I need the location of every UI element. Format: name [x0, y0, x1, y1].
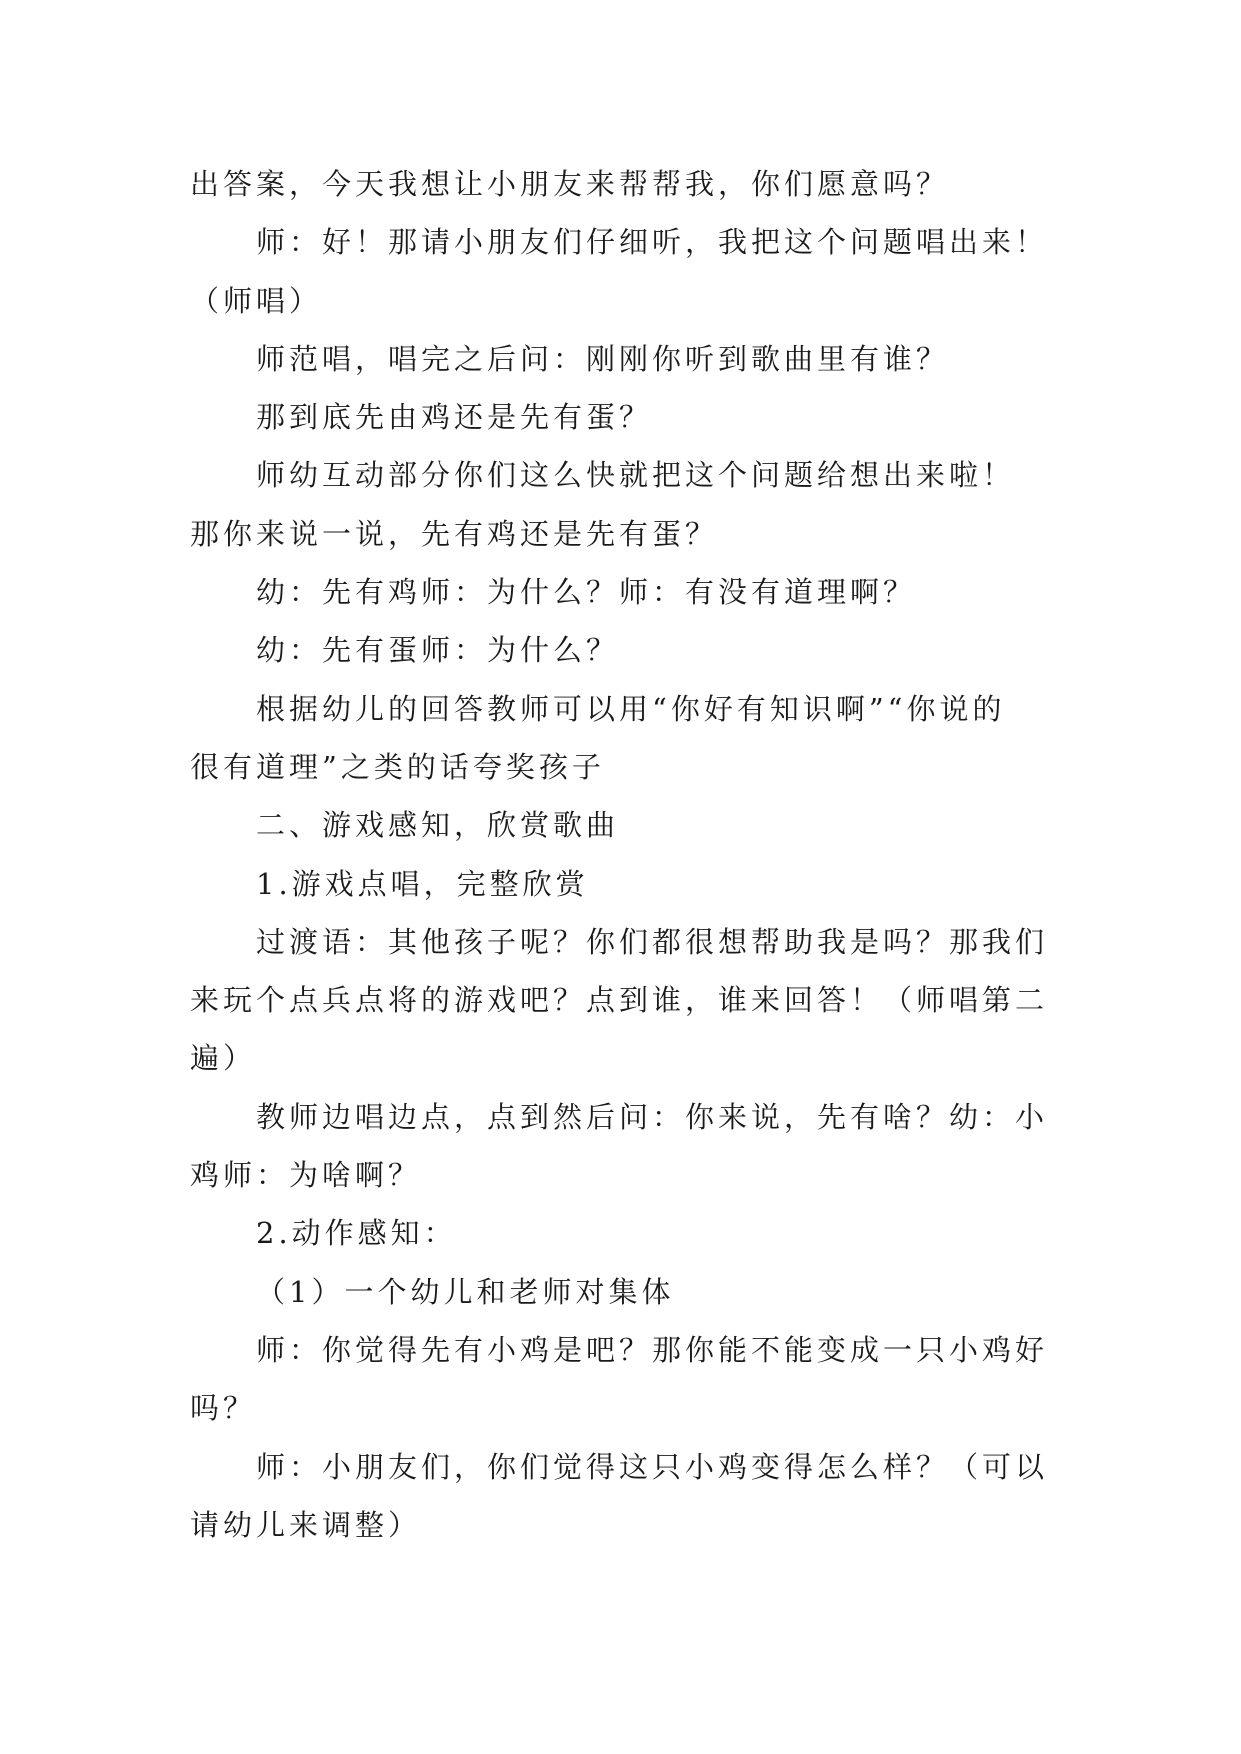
text-line: 鸡师：为啥啊？	[190, 1158, 422, 1193]
text-line: 师：你觉得先有小鸡是吧？那你能不能变成一只小鸡好	[256, 1332, 1049, 1367]
text-line: 师范唱，唱完之后问：刚刚你听到歌曲里有谁？	[256, 341, 950, 376]
subsection-heading: 2.动作感知：	[256, 1216, 457, 1251]
text-line: （师唱）	[190, 283, 323, 318]
text-line: 幼：先有蛋师：为什么？	[256, 633, 620, 668]
text-line: 吗？	[190, 1391, 257, 1426]
text-line: 请幼儿来调整）	[190, 1507, 422, 1542]
text-line: 师：小朋友们，你们觉得这只小鸡变得怎么样？（可以	[256, 1449, 1049, 1484]
text-line: 根据幼儿的回答教师可以用“你好有知识啊”“你说的	[256, 691, 1006, 726]
text-line: 师：好！那请小朋友们仔细听，我把这个问题唱出来！	[256, 225, 1049, 260]
text-line: 师幼互动部分你们这么快就把这个问题给想出来啦！	[256, 458, 1016, 493]
body-text	[190, 155, 1090, 1554]
text-line: 出答案，今天我想让小朋友来帮帮我，你们愿意吗？	[190, 167, 950, 201]
text-line: 很有道理”之类的话夸奖孩子	[190, 749, 605, 784]
text-line: 那你来说一说，先有鸡还是先有蛋？	[190, 516, 719, 551]
text-line: 遍）	[190, 1041, 257, 1076]
text-line: 那到底先由鸡还是先有蛋？	[256, 400, 653, 435]
text-line: 来玩个点兵点将的游戏吧？点到谁，谁来回答！（师唱第二	[190, 983, 1049, 1018]
text-line: 教师边唱边点，点到然后问：你来说，先有啥？幼：小	[256, 1099, 1049, 1134]
subsection-heading: 1.游戏点唱，完整欣赏	[256, 866, 589, 901]
list-item-heading: （1）一个幼儿和老师对集体	[256, 1274, 675, 1309]
text-line: 过渡语：其他孩子呢？你们都很想帮助我是吗？那我们	[256, 924, 1049, 959]
text-line: 幼：先有鸡师：为什么？师：有没有道理啊？	[256, 575, 917, 610]
section-heading: 二、游戏感知，欣赏歌曲	[256, 808, 620, 843]
